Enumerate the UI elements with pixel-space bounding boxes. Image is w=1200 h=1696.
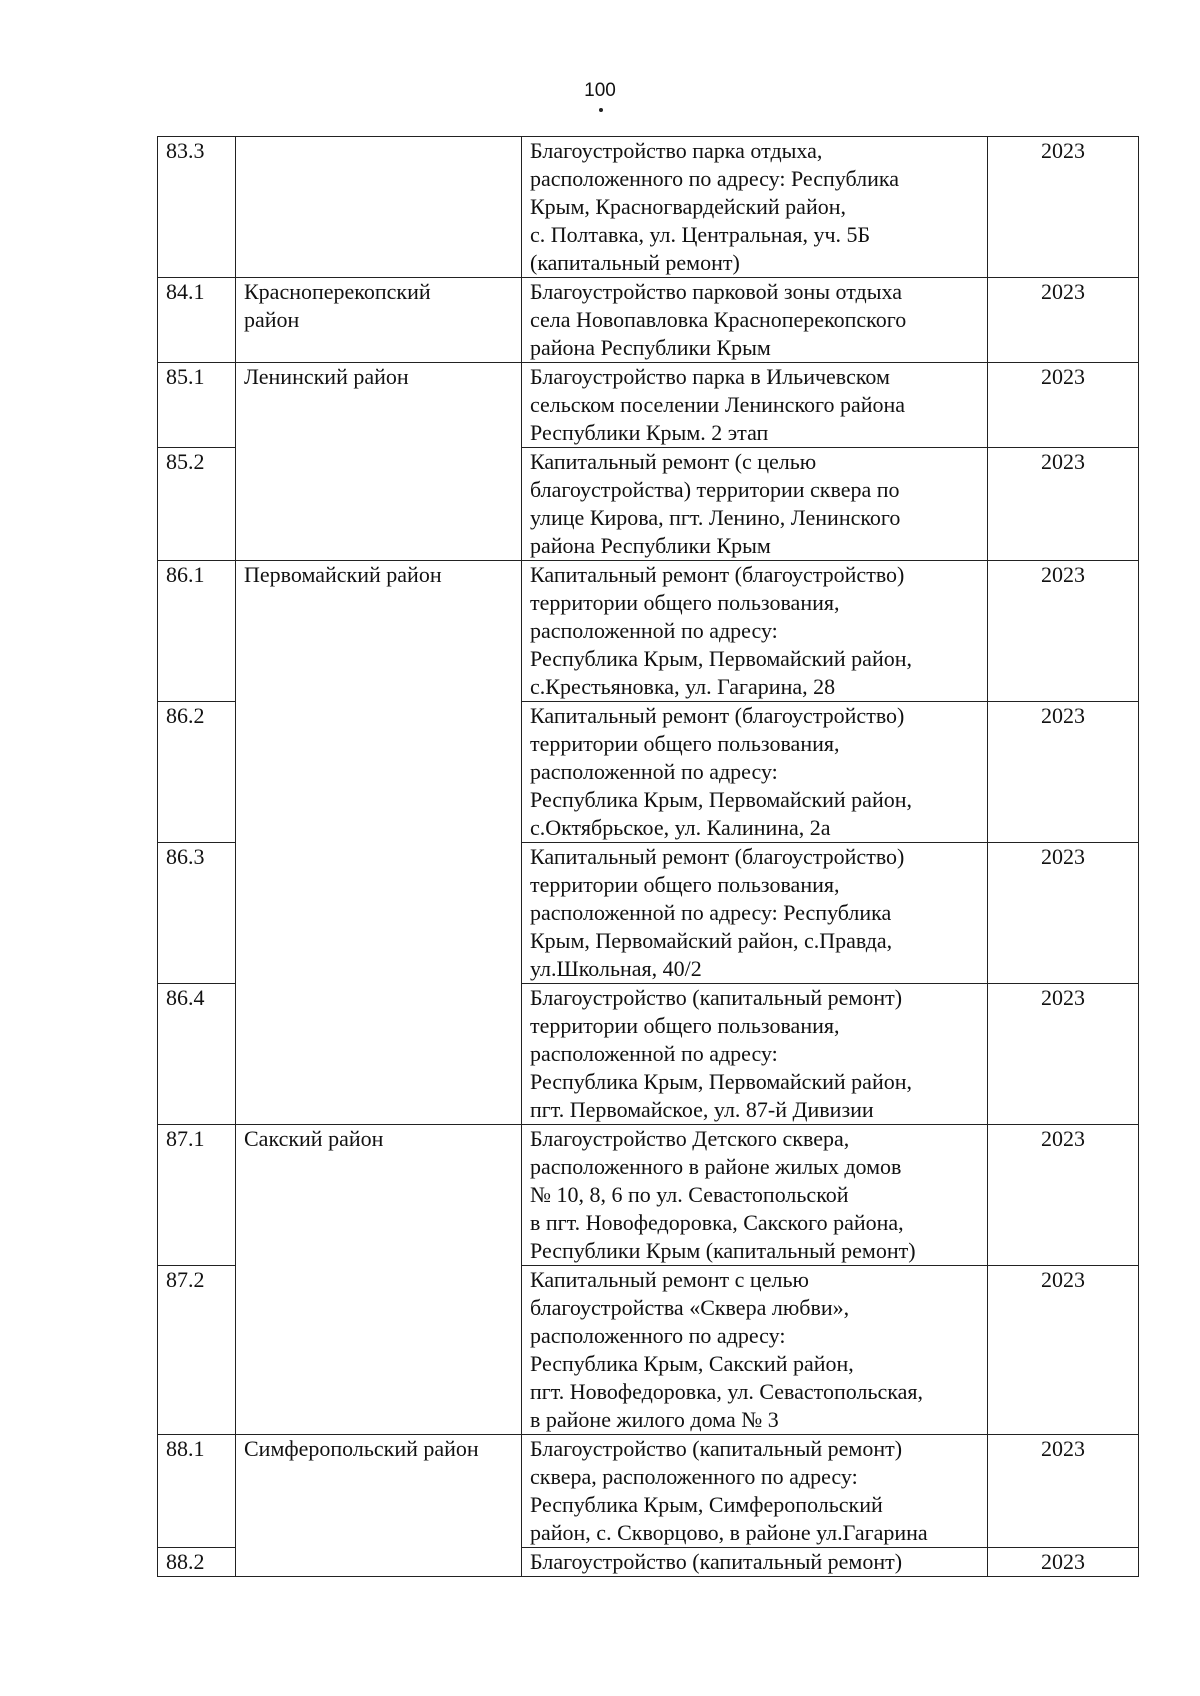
description-line: Республики Крым. 2 этап — [530, 420, 769, 445]
district-line: Ленинский район — [244, 364, 409, 389]
description-line: района Республики Крым — [530, 533, 771, 558]
description-line: района Республики Крым — [530, 335, 771, 360]
description-line: сквера, расположенного по адресу: — [530, 1464, 858, 1489]
year-cell: 2023 — [988, 843, 1139, 984]
district-line: район — [244, 307, 300, 332]
year-cell: 2023 — [988, 1266, 1139, 1435]
description-line: Республика Крым, Симферопольский — [530, 1492, 883, 1517]
description-line: сельском поселении Ленинского района — [530, 392, 906, 417]
description-line: расположенного по адресу: Республика — [530, 166, 900, 191]
row-number-cell: 86.3 — [158, 843, 236, 984]
description-line: Благоустройство Детского сквера, — [530, 1126, 850, 1151]
description-line: расположенной по адресу: — [530, 759, 778, 784]
projects-table-body — [158, 137, 1139, 1577]
table-row — [158, 363, 1139, 448]
description-line: Капитальный ремонт с целью — [530, 1267, 809, 1292]
district-cell — [236, 137, 522, 278]
description-line: Благоустройство парковой зоны отдыха — [530, 279, 902, 304]
description-cell — [522, 984, 988, 1125]
description-line: Республика Крым, Первомайский район, — [530, 646, 912, 671]
year-cell: 2023 — [988, 1548, 1139, 1577]
description-line: Благоустройство (капитальный ремонт) — [530, 985, 903, 1010]
district-line: Симферопольский район — [244, 1436, 479, 1461]
description-cell — [522, 843, 988, 984]
row-number-cell: 83.3 — [158, 137, 236, 278]
year-cell: 2023 — [988, 278, 1139, 363]
row-number-cell: 88.1 — [158, 1435, 236, 1548]
district-line: Сакский район — [244, 1126, 384, 1151]
row-number-cell: 86.1 — [158, 561, 236, 702]
description-line: Республика Крым, Первомайский район, — [530, 1069, 912, 1094]
description-cell — [522, 561, 988, 702]
description-line: с. Полтавка, ул. Центральная, уч. 5Б — [530, 222, 871, 247]
district-line: Красноперекопский — [244, 279, 431, 304]
table-row — [158, 1435, 1139, 1548]
description-cell — [522, 278, 988, 363]
page-number: 100 — [584, 80, 616, 101]
row-number-cell: 86.2 — [158, 702, 236, 843]
description-line: Капитальный ремонт (с целью — [530, 449, 817, 474]
description-line: улице Кирова, пгт. Ленино, Ленинского — [530, 505, 901, 530]
year-cell: 2023 — [988, 1435, 1139, 1548]
description-cell — [522, 1548, 988, 1577]
description-line: благоустройства «Сквера любви», — [530, 1295, 850, 1320]
district-cell — [236, 278, 522, 363]
description-line: Благоустройство парка отдыха, — [530, 138, 823, 163]
description-cell — [522, 1266, 988, 1435]
description-line: ул.Школьная, 40/2 — [530, 956, 702, 981]
description-cell — [522, 1435, 988, 1548]
district-line: Первомайский район — [244, 562, 442, 587]
description-line: Благоустройство (капитальный ремонт) — [530, 1436, 903, 1461]
row-number-cell: 86.4 — [158, 984, 236, 1125]
description-line: с.Октябрьское, ул. Калинина, 2а — [530, 815, 831, 840]
year-cell: 2023 — [988, 1125, 1139, 1266]
description-line: Крым, Первомайский район, с.Правда, — [530, 928, 893, 953]
year-cell: 2023 — [988, 448, 1139, 561]
description-line: пгт. Новофедоровка, ул. Севастопольская, — [530, 1379, 923, 1404]
description-line: Благоустройство (капитальный ремонт) — [530, 1549, 903, 1574]
description-line: Республика Крым, Первомайский район, — [530, 787, 912, 812]
description-line: (капитальный ремонт) — [530, 250, 740, 275]
description-line: территории общего пользования, — [530, 872, 840, 897]
description-line: села Новопавловка Красноперекопского — [530, 307, 907, 332]
table-row — [158, 137, 1139, 278]
description-cell — [522, 702, 988, 843]
year-cell: 2023 — [988, 984, 1139, 1125]
table-row — [158, 561, 1139, 702]
description-line: расположенной по адресу: — [530, 618, 778, 643]
description-line: Капитальный ремонт (благоустройство) — [530, 844, 905, 869]
row-number-cell: 87.1 — [158, 1125, 236, 1266]
description-line: расположенного по адресу: — [530, 1323, 786, 1348]
year-cell: 2023 — [988, 561, 1139, 702]
description-line: Благоустройство парка в Ильичевском — [530, 364, 890, 389]
row-number-cell: 84.1 — [158, 278, 236, 363]
year-cell: 2023 — [988, 137, 1139, 278]
row-number-cell: 85.2 — [158, 448, 236, 561]
description-line: территории общего пользования, — [530, 731, 840, 756]
district-cell — [236, 1125, 522, 1435]
district-cell — [236, 1435, 522, 1577]
district-cell — [236, 363, 522, 561]
description-cell — [522, 137, 988, 278]
row-number-cell: 85.1 — [158, 363, 236, 448]
description-line: территории общего пользования, — [530, 1013, 840, 1038]
description-line: Капитальный ремонт (благоустройство) — [530, 703, 905, 728]
description-line: район, с. Скворцово, в районе ул.Гагарина — [530, 1520, 928, 1545]
year-cell: 2023 — [988, 702, 1139, 843]
year-cell: 2023 — [988, 363, 1139, 448]
description-line: в районе жилого дома № 3 — [530, 1407, 779, 1432]
description-line: территории общего пользования, — [530, 590, 840, 615]
row-number-cell: 88.2 — [158, 1548, 236, 1577]
description-line: благоустройства) территории сквера по — [530, 477, 900, 502]
description-line: Капитальный ремонт (благоустройство) — [530, 562, 905, 587]
description-line: Республики Крым (капитальный ремонт) — [530, 1238, 916, 1263]
description-cell — [522, 363, 988, 448]
description-cell — [522, 1125, 988, 1266]
projects-table — [157, 136, 1139, 1577]
description-line: расположенной по адресу: Республика — [530, 900, 892, 925]
page-dot-mark — [599, 108, 603, 112]
description-line: расположенного в районе жилых домов — [530, 1154, 902, 1179]
table-row — [158, 1125, 1139, 1266]
description-cell — [522, 448, 988, 561]
description-line: Крым, Красногвардейский район, — [530, 194, 846, 219]
row-number-cell: 87.2 — [158, 1266, 236, 1435]
description-line: расположенной по адресу: — [530, 1041, 778, 1066]
district-cell — [236, 561, 522, 1125]
description-line: с.Крестьяновка, ул. Гагарина, 28 — [530, 674, 836, 699]
table-row — [158, 278, 1139, 363]
description-line: Республика Крым, Сакский район, — [530, 1351, 854, 1376]
description-line: № 10, 8, 6 по ул. Севастопольской — [530, 1182, 849, 1207]
description-line: в пгт. Новофедоровка, Сакского района, — [530, 1210, 904, 1235]
description-line: пгт. Первомайское, ул. 87-й Дивизии — [530, 1097, 874, 1122]
